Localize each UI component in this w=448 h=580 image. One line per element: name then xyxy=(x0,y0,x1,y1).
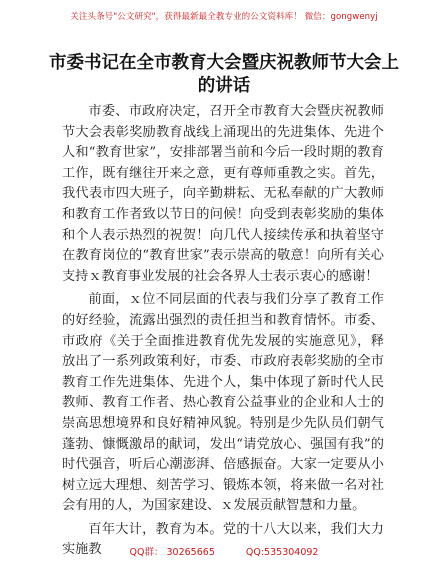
footer-contact xyxy=(0,544,448,558)
document-title: 市委书记在全市教育大会暨庆祝教师节大会上的讲话 xyxy=(49,53,399,96)
body-paragraph-3: 百年大计，教育为本。党的十八大以来，我们大力实施教 xyxy=(62,521,384,558)
body-paragraph-1: 市委、市政府决定，召开全市教育大会暨庆祝教师节大会表彰奖励教育战线上涌现出的先进集体、先进个人和“教育世家”，安排部署当前和今后一段时期的教育工作，既有继往开来之意，更有尊师重教之实。首先，我代表市四大班子，向辛勤耕耘、无私奉献的广大教师和教育工作者致以节日的问候！向受到表彰奖励的集体和个人表示热烈的祝贺！向几代人接续传承和执着坚守在教育岗位的“教育世家”表示崇高的敬意！向所有关心支持ｘ教育事业发展的社会各界人士表示衷心的感谢！ xyxy=(62,104,384,284)
footer-qq-group: QQ群： 30265665 xyxy=(129,547,215,558)
body-paragraph-2: 前面，ｘ位不同层面的代表与我们分享了教育工作的好经验，流露出强烈的责任担当和教育情怀。市委、市政府《关于全面推进教育优先发展的实施意见》，释放出了一系列政策利好，市委、市政府表彰奖励的全市教育工作先进集体、先进个人，集中体现了新时代人民教师、教育工作者、热心教育公益事业的企业和人士的崇高思想境界和良好精神风貌。特别是少先队员们朝气蓬勃、慷慨激昂的献词，发出“请党放心、强国有我”的时代强音，听后心潮澎湃、倍感振奋。大家一定要从小树立远大理想、刻苦学习、锻炼本领，将来做一名对社会有用的人，为国家建设、ｘ发展贡献智慧和力量。 xyxy=(62,292,384,514)
footer-qq: QQ:535304092 xyxy=(245,547,319,558)
header-banner: 关注头条号"公文研究"，获得最新最全教专业的公文资料库！ 微信：gongwenyj xyxy=(70,12,378,22)
document-body xyxy=(62,102,384,564)
